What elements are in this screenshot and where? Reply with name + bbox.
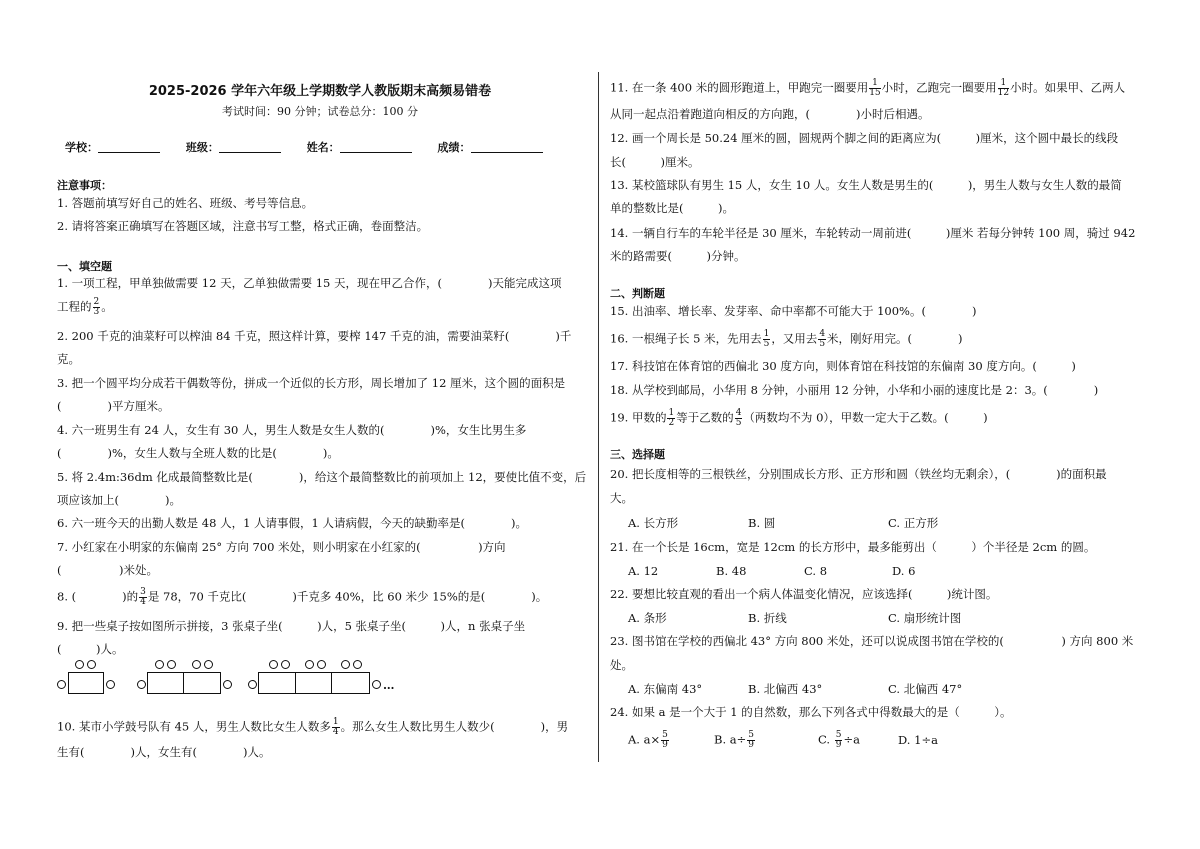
chair — [167, 660, 176, 669]
question-23-line1: 23. 图书馆在学校的西偏北 43° 方向 800 米处，还可以说成图书馆在学校的( ) 方向 800 米 — [610, 634, 1134, 648]
question-9-line2: ( )人。 — [57, 642, 124, 656]
question-21: 21. 在一个长是 16cm，宽是 12cm 的长方形中，最多能剪出（ ）个半径是 2cm 的圆。 — [610, 540, 1096, 554]
question-3-line2: ( )平方厘米。 — [57, 399, 170, 413]
fraction: $\frac{5}{9}$ — [835, 730, 842, 750]
chair — [155, 660, 164, 669]
question-4-line2: ( )%，女生人数与全班人数的比是( )。 — [57, 446, 339, 460]
option: C. 正方形 — [888, 516, 939, 530]
chair — [372, 680, 381, 689]
question-13-line1: 13. 某校篮球队有男生 15 人，女生 10 人。女生人数是男生的( )，男生人数与女生人数的最简 — [610, 178, 1122, 192]
notice-item: 2. 请将答案正确填写在答题区域，注意书写工整，格式正确，卷面整洁。 — [57, 219, 429, 233]
option: A. 12 — [628, 564, 659, 578]
exam-subtitle: 考试时间：90 分钟；试卷总分：100 分 — [222, 105, 418, 118]
question-23-line2: 处。 — [610, 658, 633, 672]
chair — [87, 660, 96, 669]
question-9-line1: 9. 把一些桌子按如图所示拼接，3 张桌子坐( )人，5 张桌子坐( )人，n 张桌子坐 — [57, 619, 526, 633]
question-7-line2: ( )米处。 — [57, 563, 158, 577]
school-field[interactable] — [98, 140, 160, 153]
option: B. 折线 — [748, 611, 787, 625]
table-arrangement-diagram — [55, 658, 395, 698]
question-19: 19. 甲数的 $\frac{1}{2}$ 等于乙数的 $\frac{4}{5}$ （两数均不为 0），甲数一定大于乙数。( ) — [610, 408, 988, 428]
question-20-line2: 大。 — [610, 491, 633, 505]
question-22: 22. 要想比较直观的看出一个病人体温变化情况，应该选择( )统计图。 — [610, 587, 998, 601]
question-14-line1: 14. 一辆自行车的车轮半径是 30 厘米，车轮转动一周前进( )厘米 若每分钟转 100 周，骑过 942 — [610, 226, 1136, 240]
option: A. 东偏南 43° — [628, 682, 703, 696]
fraction: $\frac{1}{2}$ — [668, 408, 675, 428]
fraction: $\frac{2}{3}$ — [93, 297, 100, 317]
fraction: $\frac{1}{12}$ — [997, 78, 1010, 98]
fraction: $\frac{1}{5}$ — [763, 329, 770, 349]
chair — [248, 680, 257, 689]
question-24: 24. 如果 a 是一个大于 1 的自然数，那么下列各式中得数最大的是（ ）。 — [610, 705, 1012, 719]
option: D. 1÷a — [898, 732, 938, 747]
question-10-line2: 生有( )人，女生有( )人。 — [57, 745, 271, 759]
question-11-line2: 从同一起点沿着跑道向相反的方向跑，( )小时后相遇。 — [610, 107, 930, 121]
option: C. $\frac{5}{9}$ ÷a — [818, 730, 860, 750]
question-11-line1: 11. 在一条 400 米的圆形跑道上，甲跑完一圈要用 $\frac{1}{15}$ 小时，乙跑完一圈要用 $\frac{1}{12}$ 小时。如果甲、乙两人 — [610, 78, 1126, 98]
question-4-line1: 4. 六一班男生有 24 人，女生有 30 人，男生人数是女生人数的( )%，女生比男生多 — [57, 423, 527, 437]
notice-title: 注意事项： — [57, 179, 112, 192]
school-label: 学校： — [65, 141, 98, 154]
question-10-line1: 10. 某市小学鼓号队有 45 人，男生人数比女生人数多 $\frac{1}{4}$ 。那么女生人数比男生人数少( )，男 — [57, 717, 569, 737]
option: B. 圆 — [748, 516, 776, 530]
chair — [106, 680, 115, 689]
question-6: 6. 六一班今天的出勤人数是 48 人，1 人请事假，1 人请病假，今天的缺勤率是( )。 — [57, 516, 527, 530]
question-2-line1: 2. 200 千克的油菜籽可以榨油 84 千克，照这样计算，要榨 147 千克的油，需要油菜籽( )千 — [57, 329, 572, 343]
column-divider — [598, 72, 599, 762]
option: B. a÷ $\frac{5}{9}$ — [714, 730, 754, 750]
option: A. a× $\frac{5}{9}$ — [628, 730, 668, 750]
fraction: $\frac{5}{9}$ — [662, 730, 668, 750]
question-12-line1: 12. 画一个周长是 50.24 厘米的圆，圆规两个脚之间的距离应为( )厘米，这个圆中最长的线段 — [610, 131, 1119, 145]
question-2-line2: 克。 — [57, 352, 80, 366]
ellipsis: … — [383, 678, 395, 692]
fraction: $\frac{3}{4}$ — [140, 587, 146, 607]
question-8: 8. ( )的 $\frac{3}{4}$ 是 78，70 千克比( )千克多 40%，比 60 米少 15%的是( )。 — [57, 587, 548, 607]
chair — [353, 660, 362, 669]
section-title-judge: 二、判断题 — [610, 287, 665, 300]
fraction: $\frac{4}{5}$ — [735, 408, 742, 428]
option: C. 北偏西 47° — [888, 682, 963, 696]
chair — [137, 680, 146, 689]
page-title: 2025-2026 学年六年级上学期数学人教版期末高频易错卷 — [148, 84, 492, 99]
option: B. 北偏西 43° — [748, 682, 823, 696]
question-20-line1: 20. 把长度相等的三根铁丝，分别围成长方形、正方形和圆（铁丝均无剩余），( )的面积最 — [610, 467, 1107, 481]
class-label: 班级： — [185, 141, 219, 154]
chair — [204, 660, 213, 669]
name-field[interactable] — [340, 140, 412, 153]
chair — [269, 660, 278, 669]
question-20-options — [628, 516, 938, 530]
option: A. 长方形 — [628, 516, 679, 530]
fraction: $\frac{1}{4}$ — [332, 717, 339, 737]
question-14-line2: 米的路需要( )分钟。 — [610, 249, 746, 263]
score-label: 成绩： — [437, 141, 471, 154]
class-field[interactable] — [219, 140, 281, 153]
section-title-fill: 一、填空题 — [57, 260, 112, 273]
question-3-line1: 3. 把一个圆平均分成若干偶数等份，拼成一个近似的长方形，周长增加了 12 厘米，这个圆的面积是 — [57, 376, 566, 390]
question-1-line2: 工程的 $\frac{2}{3}$ 。 — [57, 297, 113, 317]
section-title-choice: 三、选择题 — [610, 448, 665, 461]
question-5-line2: 项应该加上( )。 — [57, 493, 181, 507]
option: D. 6 — [892, 564, 916, 578]
question-13-line2: 单的整数比是( )。 — [610, 201, 734, 215]
table-rect — [147, 672, 221, 694]
question-16: 16. 一根绳子长 5 米，先用去 $\frac{1}{5}$ ，又用去 $\frac{4}{5}$ 米，刚好用完。( ) — [610, 329, 963, 349]
question-17: 17. 科技馆在体育馆的西偏北 30 度方向，则体育馆在科技馆的东偏南 30 度方向。( ) — [610, 359, 1076, 373]
question-18: 18. 从学校到邮局，小华用 8 分钟，小丽用 12 分钟，小华和小丽的速度比是 2：3。( ) — [610, 383, 1099, 397]
option: C. 扇形统计图 — [888, 611, 962, 625]
name-label: 姓名： — [306, 141, 340, 154]
fraction: $\frac{4}{5}$ — [819, 329, 826, 349]
score-field[interactable] — [471, 140, 543, 153]
table-rect — [258, 672, 370, 694]
chair — [57, 680, 66, 689]
question-7-line1: 7. 小红家在小明家的东偏南 25° 方向 700 米处，则小明家在小红家的( )方向 — [57, 540, 506, 554]
chair — [75, 660, 84, 669]
option: A. 条形 — [628, 611, 667, 625]
chair — [281, 660, 290, 669]
chair — [192, 660, 201, 669]
question-1-line1: 1. 一项工程，甲单独做需要 12 天，乙单独做需要 15 天，现在甲乙合作，( )天能完成这项 — [57, 276, 562, 290]
question-5-line1: 5. 将 2.4m:36dm 化成最简整数比是( )，给这个最简整数比的前项加上 12，要使比值不变，后 — [57, 470, 587, 484]
question-22-options — [628, 611, 961, 625]
student-info-row — [65, 139, 565, 155]
option: B. 48 — [716, 564, 747, 578]
fraction: $\frac{5}{9}$ — [748, 730, 754, 750]
chair — [223, 680, 232, 689]
fraction: $\frac{1}{15}$ — [869, 78, 881, 98]
chair — [341, 660, 350, 669]
chair — [317, 660, 326, 669]
question-23-options — [628, 682, 962, 696]
notice-item: 1. 答题前填写好自己的姓名、班级、考号等信息。 — [57, 196, 314, 210]
question-15: 15. 出油率、增长率、发芽率、命中率都不可能大于 100%。( ) — [610, 304, 977, 318]
option: C. 8 — [804, 564, 828, 578]
question-21-options — [628, 564, 915, 578]
chair — [305, 660, 314, 669]
question-24-options — [628, 731, 938, 750]
question-12-line2: 长( )厘米。 — [610, 155, 700, 169]
table-rect — [68, 672, 104, 694]
